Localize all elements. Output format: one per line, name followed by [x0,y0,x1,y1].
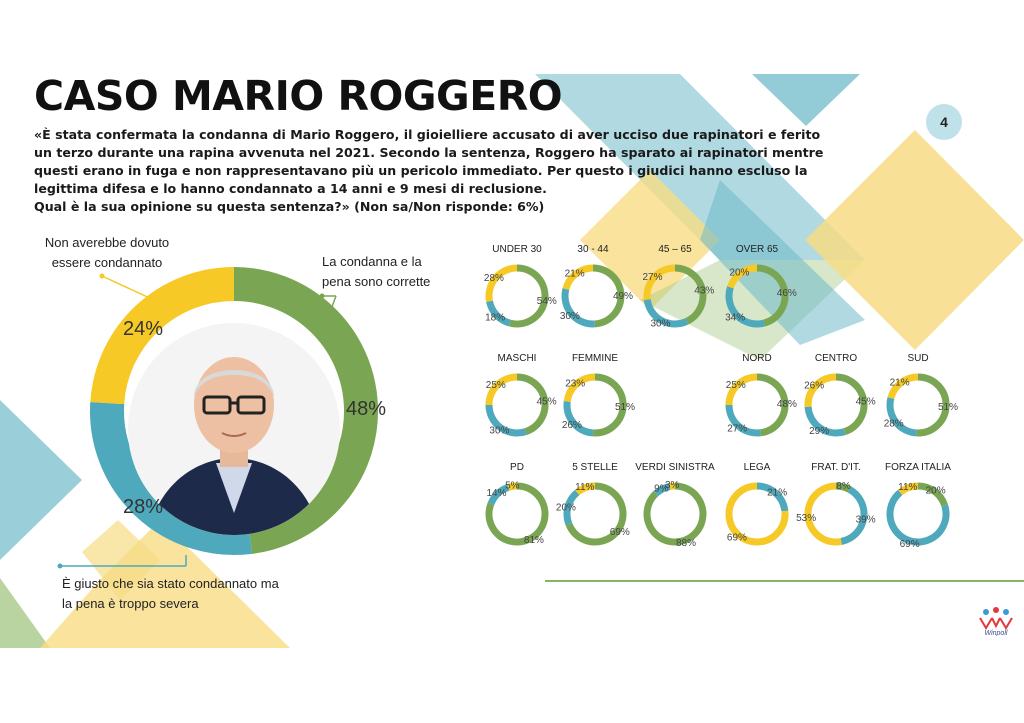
donut-forza-italia [885,462,951,550]
donut-value-label: 26% [561,420,582,432]
donut-value-label: 51% [937,401,959,413]
segment-label-correct: 48% [346,398,387,420]
donut-centro [804,353,876,437]
annotation-too-severe-line1: È giusto che sia stato condannato ma [62,576,279,591]
donut-value-label: 27% [642,272,663,284]
donut-value-label: 30% [650,318,671,330]
donut-title: VERDI SINISTRA [635,462,715,473]
donut-value-label: 23% [565,378,586,390]
donut-title: OVER 65 [735,244,779,255]
donut-value-label: 51% [614,401,636,413]
donut-value-label: 43% [694,285,715,297]
donut-value-label: 27% [727,423,748,435]
annotation-not-condemned-line2: essere condannato [51,255,163,270]
donut-value-label: 25% [485,379,506,391]
donut-value-label: 49% [612,291,634,303]
donut-value-label: 53% [796,512,817,524]
donut-title: UNDER 30 [492,244,542,255]
donut-value-label: 25% [725,379,746,391]
donut-value-label: 11% [575,481,595,493]
segment-label-not-condemned: 24% [123,318,164,340]
question-body: «È stata confermata la condanna di Mario Roggero, il gioielliere accusato di aver ucciso due rapinatori e ferito un terzo durante una rapina avvenuta nel 2021. Secondo la sentenza, Roggero ha sparato ai rapinatori mentre questi erano in fuga e non rappresentavano più un pericolo immediato. Per questo i giudici hanno escluso la legittima difesa e lo hanno condannato a 14 anni e 9 mesi di reclusione. [34,127,824,196]
annotation-correct-line2: pena sono corrette [322,274,431,289]
donut-title: 45 – 65 [658,244,692,255]
donut-value-label: 21% [767,487,788,499]
donut-45-65 [642,244,714,329]
donut-value-label: 20% [925,485,946,497]
donut-title: 30 - 44 [577,244,609,255]
donut-value-label: 48% [776,399,797,411]
donut-title: FEMMINE [571,353,619,364]
donut-segment-1 [890,492,946,542]
donut-30-44 [560,244,633,324]
donut-title: FRAT. D'IT. [811,462,861,473]
donut-value-label: 69% [899,538,920,550]
donut-value-label: 45% [855,396,876,408]
donut-maschi [486,353,557,436]
donut-segment-0 [647,486,703,542]
donut-value-label: 11% [898,481,918,493]
donut-value-label: 29% [809,425,830,437]
donut-value-label: 30% [559,311,580,323]
donut-value-label: 20% [555,502,576,514]
donut-value-label: 69% [609,526,630,538]
donut-value-label: 30% [489,425,510,437]
donut-title: MASCHI [497,353,537,364]
donut-frat-d-it- [796,462,876,542]
donut-title: PD [510,462,524,473]
donut-pd [486,462,545,546]
donut-value-label: 28% [483,272,504,284]
donut-femmine [562,353,635,433]
donut-value-label: 34% [725,312,746,324]
donut-value-label: 21% [889,377,910,389]
donut-value-label: 26% [804,380,825,392]
donut-title: CENTRO [814,353,858,364]
donut-value-label: 8% [836,480,851,492]
donut-title: NORD [742,353,772,364]
donut-sud [884,353,958,433]
donut-verdi-sinistra [635,462,715,549]
donut-value-label: 88% [675,537,697,549]
page-number: 4 [926,104,962,140]
donut-value-label: 3% [664,480,680,492]
donut-value-label: 69% [726,532,747,544]
donut-value-label: 28% [883,418,904,430]
segment-label-too-severe: 28% [123,496,164,518]
donut-value-label: 14% [486,488,507,500]
donut-value-label: 39% [855,514,876,526]
donut-title: 5 STELLE [572,462,618,473]
donut-title: LEGA [743,462,771,473]
donut-nord [726,353,797,435]
donut-value-label: 18% [485,312,506,324]
annotation-too-severe-line2: la pena è troppo severa [62,596,199,611]
logo-text: Winpoll [984,630,1008,636]
donut-value-label: 9% [654,483,669,495]
donut-value-label: 21% [564,268,585,280]
annotation-correct-line1: La condanna e la [322,254,422,269]
donut-5-stelle [556,462,630,542]
donut-title: FORZA ITALIA [885,462,951,473]
donut-value-label: 20% [729,267,750,279]
page-title: CASO MARIO ROGGERO [34,72,563,120]
divider-line [545,580,1024,582]
donut-under-30 [484,244,557,324]
annotation-not-condemned-line1: Non averebbe dovuto [44,235,170,250]
donut-value-label: 81% [523,534,544,546]
donut-value-label: 45% [536,396,557,408]
donut-over-65 [725,244,797,324]
donut-title: SUD [907,353,929,364]
question-ask: Qual è la sua opinione su questa sentenza?» (Non sa/Non risponde: 6%) [34,199,545,214]
donut-value-label: 54% [536,295,557,307]
donut-value-label: 5% [505,480,520,492]
donut-value-label: 46% [776,288,797,300]
donut-lega [727,462,787,543]
winpoll-logo [972,606,1020,636]
